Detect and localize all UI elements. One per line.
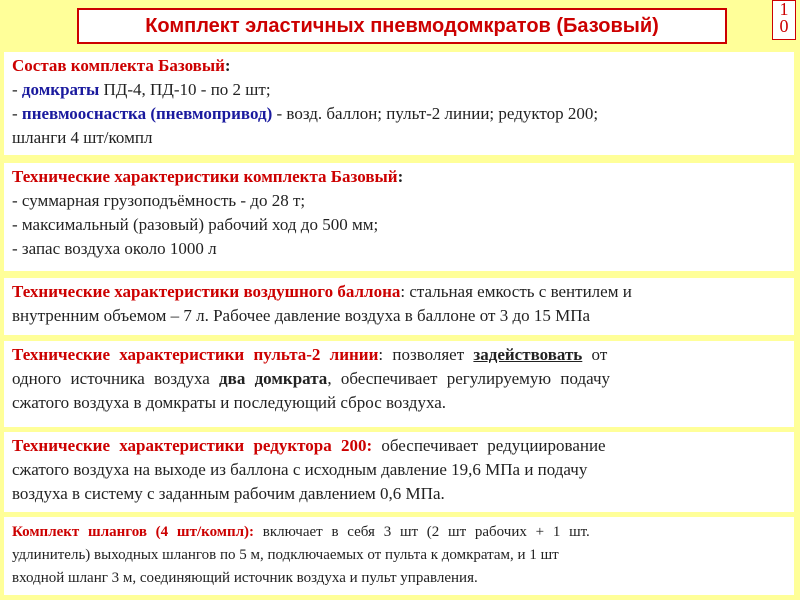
dash: - (12, 80, 22, 99)
page-number-digit-1: 1 (779, 0, 789, 19)
hose-kit-line-3: входной шланг 3 м, соединяющий источник воздуха и пульт управления. (12, 570, 478, 586)
pneumatic-equipment-keyword: пневмооснастка (пневмопривод) (21, 104, 273, 123)
kit-specs-panel (4, 163, 794, 271)
control-panel-text-1b: от (582, 345, 608, 364)
reducer-specs-text-1: обеспечивает редуциирование (372, 436, 606, 455)
control-panel-emphasis-two-jacks: два домкрата (219, 369, 328, 388)
kit-composition-heading-line (12, 54, 786, 78)
jacks-text: ПД-4, ПД-10 - по 2 шт; (99, 80, 271, 99)
cylinder-specs-panel (4, 278, 794, 335)
control-panel-specs-line-3: сжатого воздуха в домкраты и последующий сброс воздуха. (12, 393, 447, 412)
cylinder-specs-line-1 (12, 280, 786, 304)
slide-title-box (77, 8, 727, 44)
control-panel-text-2b: , обеспечивает регулируемую подачу (327, 369, 611, 388)
stroke-line: - максимальный (разовый) рабочий ход до 500 мм; (12, 215, 379, 234)
cylinder-specs-text-1: : стальная емкость с вентилем и (400, 282, 632, 301)
hose-kit-panel (4, 517, 794, 595)
jacks-line (12, 78, 786, 102)
hose-kit-heading: Комплект шлангов (4 шт/компл): (12, 524, 255, 540)
page-number (772, 0, 796, 40)
heading-colon: : (397, 167, 404, 186)
reducer-specs-line-3: воздуха в систему с заданным рабочим давлением 0,6 МПа. (12, 484, 445, 503)
jacks-keyword: домкраты (21, 80, 100, 99)
pneumatic-equipment-line (12, 102, 786, 126)
kit-composition-panel (4, 52, 794, 155)
reducer-specs-heading: Технические характеристики редуктора 200: (12, 436, 373, 455)
reducer-specs-line-2: сжатого воздуха на выходе из баллона с исходным давление 19,6 МПа и подачу (12, 460, 588, 479)
kit-composition-heading: Состав комплекта Базовый (12, 56, 225, 75)
hose-kit-line-1 (12, 521, 786, 544)
reducer-specs-panel (4, 432, 794, 512)
control-panel-text-2a: одного источника воздуха (12, 369, 220, 388)
control-panel-specs-heading: Технические характеристики пульта-2 линии (12, 345, 379, 364)
air-supply-line: - запас воздуха около 1000 л (12, 239, 217, 258)
pneumatic-equipment-text: - возд. баллон; пульт-2 линии; редуктор 200; (272, 104, 599, 123)
kit-specs-heading: Технические характеристики комплекта Базовый (12, 167, 398, 186)
capacity-line: - суммарная грузоподъёмность - до 28 т; (12, 191, 306, 210)
hose-kit-line-2: удлинитель) выходных шлангов по 5 м, подключаемых от пульта к домкратам, и 1 шт (12, 547, 559, 563)
dash: - (12, 104, 22, 123)
page-number-digit-2: 0 (779, 16, 789, 36)
control-panel-specs-line-2 (12, 367, 786, 391)
control-panel-emphasis-engage: задействовать (473, 345, 583, 364)
control-panel-specs-panel (4, 341, 794, 427)
heading-colon: : (224, 56, 231, 75)
control-panel-specs-line-1 (12, 343, 786, 367)
hoses-line: шланги 4 шт/компл (12, 128, 153, 147)
kit-specs-heading-line (12, 165, 786, 189)
hose-kit-text-1: включает в себя 3 шт (2 шт рабочих + 1 шт. (254, 524, 590, 540)
cylinder-specs-heading: Технические характеристики воздушного баллона (12, 282, 401, 301)
cylinder-specs-line-2: внутренним объемом – 7 л. Рабочее давление воздуха в баллоне от 3 до 15 МПа (12, 306, 591, 325)
control-panel-text-1a: : позволяет (378, 345, 474, 364)
slide-title: Комплект эластичных пневмодомкратов (Базовый) (145, 14, 659, 37)
reducer-specs-line-1 (12, 434, 786, 458)
